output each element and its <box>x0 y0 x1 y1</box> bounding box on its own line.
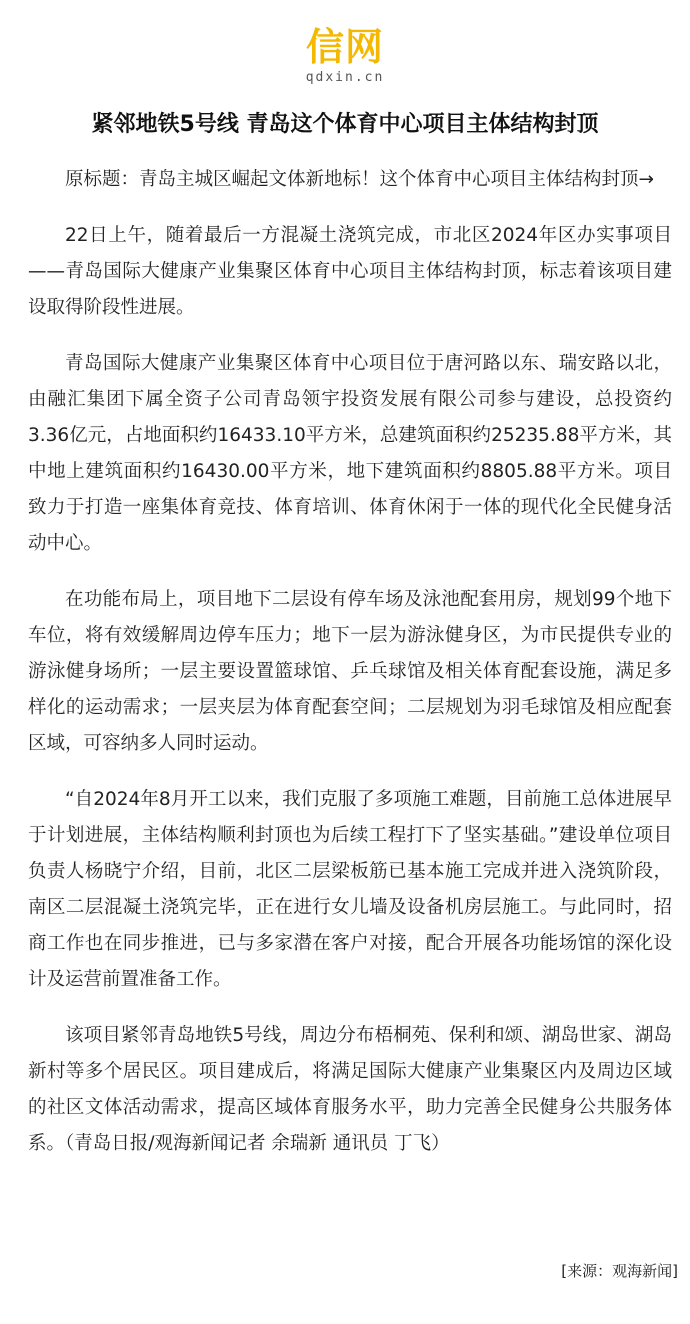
paragraph-capping-news: 22日上午，随着最后一方混凝土浇筑完成，市北区2024年区办实事项目——青岛国际大健康产业集聚区体育中心项目主体结构封顶，标志着该项目建设取得阶段性进展。 <box>28 225 672 318</box>
logo-mark: 信网 <box>305 25 384 69</box>
article-title: 紧邻地铁5号线 青岛这个体育中心项目主体结构封顶 <box>91 112 599 137</box>
paragraph-original-title: 原标题：青岛主城区崛起文体新地标！这个体育中心项目主体结构封顶→ <box>65 169 655 190</box>
paragraph-surroundings: 该项目紧邻青岛地铁5号线，周边分布梧桐苑、保利和颂、湖岛世家、湖岛新村等多个居民区。项目建成后，将满足国际大健康产业集聚区内及周边区域的社区文体活动需求，提高区域体育服务水平，助力完善全民健身公共服务体系。（青岛日报/观海新闻记者 余瑞新 通讯员 丁飞） <box>28 1025 672 1154</box>
article-source: [来源：观海新闻] <box>561 1262 678 1280</box>
site-logo[interactable] <box>0 26 690 86</box>
logo-domain: qdxin.cn <box>305 70 385 85</box>
paragraph-functional-layout: 在功能布局上，项目地下二层设有停车场及泳池配套用房，规划99个地下车位，将有效缓解周边停车压力；地下一层为游泳健身区，为市民提供专业的游泳健身场所；一层主要设置篮球馆、乒乓球馆及相关体育配套设施，满足多样化的运动需求；一层夹层为体育配套空间；二层规划为羽毛球馆及相应配套区域，可容纳多人同时运动。 <box>28 589 672 754</box>
paragraph-project-overview: 青岛国际大健康产业集聚区体育中心项目位于唐河路以东、瑞安路以北，由融汇集团下属全资子公司青岛领宇投资发展有限公司参与建设，总投资约3.36亿元，占地面积约16433.10平方米，总建筑面积约25235.88平方米，其中地上建筑面积约16430.00平方米，地下建筑面积约8805.88平方米。项目致力于打造一座集体育竞技、体育培训、体育休闲于一体的现代化全民健身活动中心。 <box>28 353 672 554</box>
paragraph-quote: “自2024年8月开工以来，我们克服了多项施工难题，目前施工总体进展早于计划进展，主体结构顺利封顶也为后续工程打下了坚实基础。”建设单位项目负责人杨晓宁介绍，目前，北区二层梁板筋已基本施工完成并进入浇筑阶段，南区二层混凝土浇筑完毕，正在进行女儿墙及设备机房层施工。与此同时，招商工作也在同步推进，已与多家潜在客户对接，配合开展各功能场馆的深化设计及运营前置准备工作。 <box>28 789 672 990</box>
article-body <box>28 162 672 1182</box>
